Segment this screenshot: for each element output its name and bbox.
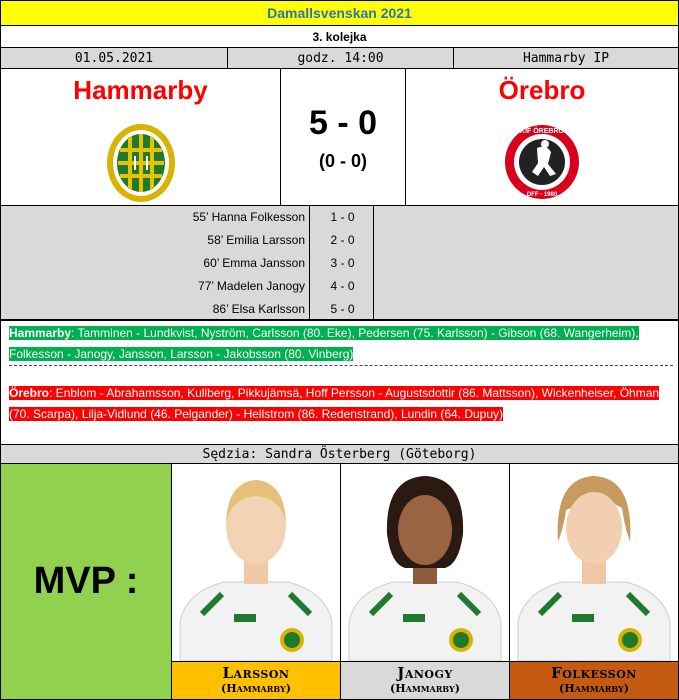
goals-table [0,205,679,320]
away-team-name: Örebro [498,75,586,105]
mvp-nameplate [509,661,679,700]
goal-row [1,229,679,252]
halftime-score: (0 - 0) [318,151,367,171]
mvp-player-team: (Hammarby) [221,681,291,695]
goal-scorer: 77’ Madelen Janogy [198,279,305,293]
away-lineup-label: Örebro [9,386,50,400]
league-title-text: Damallsvenskan 2021 [267,5,412,21]
match-venue [453,47,679,69]
hammarby-crest-icon [104,120,178,211]
goal-running-score: 5 - 0 [330,302,355,316]
away-lineup [9,383,674,425]
orebro-crest-text-bottom: DFF · 1980 [526,192,558,198]
mvp-label-panel [0,463,172,700]
goal-running-score: 1 - 0 [330,210,355,224]
away-team-panel [405,68,679,206]
mvp-player-name: Janogy [397,663,453,682]
orebro-crest-text-top: KIF ÖREBRO [520,128,564,135]
mvp-player-team: (Hammarby) [559,681,629,695]
goals-divider [309,205,310,320]
round-text: 3. kolejka [312,29,367,44]
match-time-text: godz. 14:00 [297,50,384,66]
home-lineup-players: : Tamminen - Lundkvist, Nyström, Carlsson (80. Eke), Pedersen (75. Karlsson) - Gibson (68. Wangerheim), Folkesson - Janogy, Jansson, Larsson - Jakobsson (80. Vinberg) [9,326,639,361]
match-date-text: 01.05.2021 [74,50,154,66]
score-panel [280,68,406,206]
match-time [227,47,454,69]
mvp-label: MVP : [33,560,139,602]
final-score: 5 - 0 [308,104,378,142]
home-lineup-label: Hammarby [9,326,72,340]
goal-row [1,206,679,229]
home-lineup [9,323,674,365]
goal-running-score: 3 - 0 [330,256,355,270]
player-photo-icon [340,463,510,662]
mvp-player-team: (Hammarby) [390,681,460,695]
match-venue-text: Hammarby IP [522,50,610,66]
goal-scorer: 86’ Elsa Karlsson [212,302,305,316]
home-team-name: Hammarby [73,75,208,105]
mvp-nameplate [171,661,341,700]
round-label [0,25,679,48]
lineup-separator [9,365,673,366]
referee [0,444,679,464]
goal-running-score: 2 - 0 [330,233,355,247]
player-photo-icon [171,463,341,662]
player-photo-icon [509,463,679,662]
goal-scorer: 60’ Emma Jansson [203,256,305,270]
mvp-nameplate [340,661,510,700]
league-title [0,0,679,26]
lineups-section [0,320,679,445]
goal-row [1,252,679,275]
away-lineup-players: : Enblom - Abrahamsson, Kullberg, Pikkujämsä, Hoff Persson - Augustsdottir (86. Mattsson), Wickenheiser, Öhman (70. Scarpa), Lilja-Vidlund (46. Pelgander) - Hellstrom (86. Redenstrand), Lundin (64. Dupuy) [9,386,660,421]
goals-divider [373,205,374,320]
goal-scorer: 55’ Hanna Folkesson [192,210,305,224]
goal-running-score: 4 - 0 [330,279,355,293]
match-date [0,47,228,69]
home-team-panel [0,68,281,206]
orebro-crest-icon [502,120,582,207]
goal-row [1,298,679,321]
goal-scorer: 58’ Emilia Larsson [207,233,305,247]
mvp-player-name: Larsson [222,663,290,682]
mvp-player-name: Folkesson [551,663,637,682]
referee-text: Sędzia: Sandra Österberg (Göteborg) [202,446,477,462]
goal-row [1,275,679,298]
